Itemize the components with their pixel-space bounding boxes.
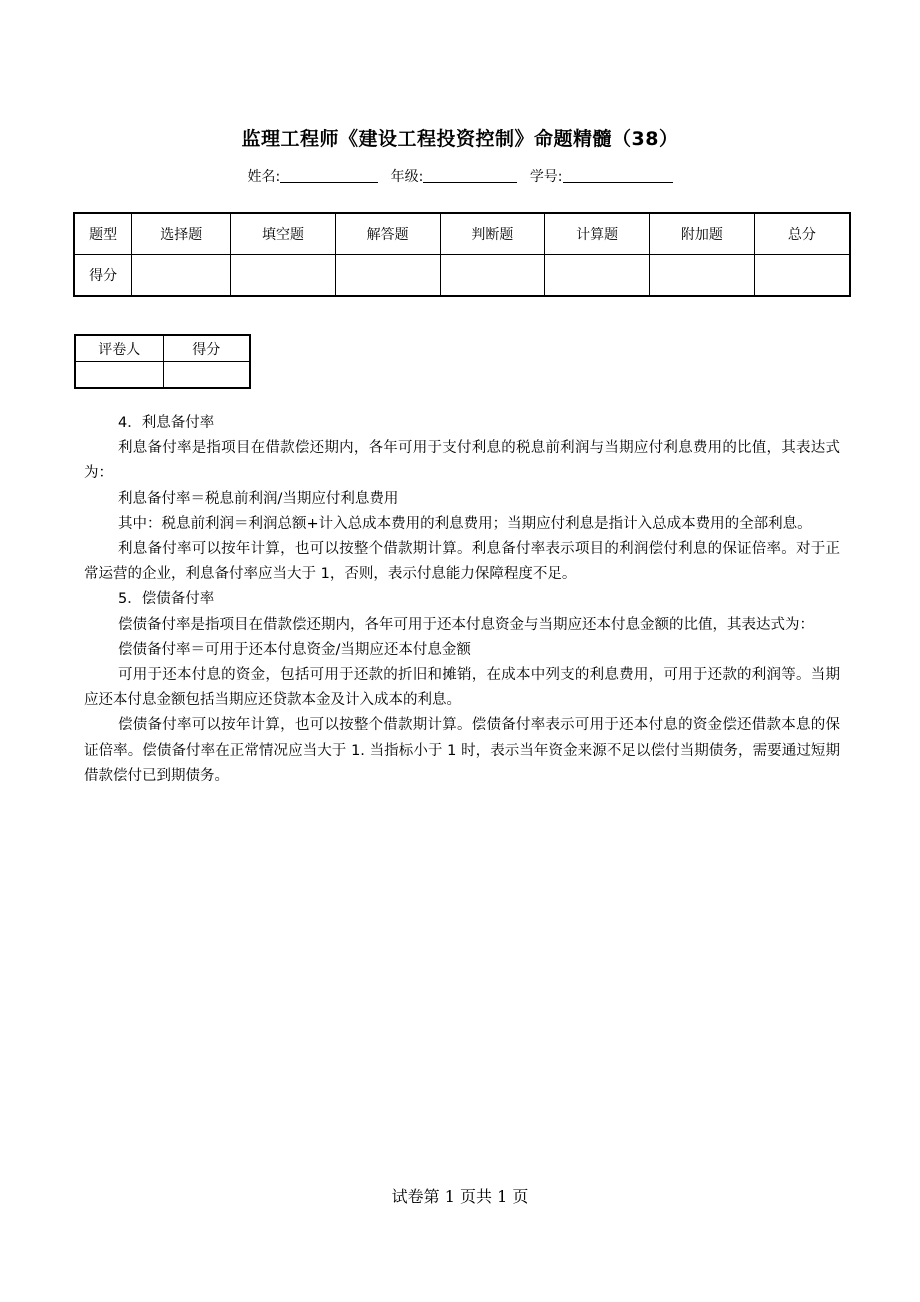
paragraph: 偿债备付率可以按年计算，也可以按整个借款期计算。偿债备付率表示可用于还本付息的资金偿还借款本息的保证倍率。偿债备付率在正常情况应当大于 1. 当指标小于 1 时，表示当年资金来源不足以偿付当期债务，需要通过短期借款偿付已到期债务。 (84, 717, 840, 784)
header-cell-choice: 选择题 (132, 213, 231, 255)
formula: 偿债备付率＝可用于还本付息资金/当期应还本付息金额 (118, 641, 471, 658)
page-footer: 试卷第 1 页共 1 页 (391, 1187, 529, 1206)
student-info (0, 166, 920, 186)
paragraph: 利息备付率是指项目在借款偿还期内，各年可用于支付利息的税息前利润与当期应付利息费用的比值，其表达式为： (84, 440, 840, 482)
score-cell[interactable] (335, 255, 440, 297)
grader-cell[interactable] (75, 362, 163, 389)
header-cell-extra: 附加题 (649, 213, 754, 255)
score-cell[interactable] (754, 255, 850, 297)
score-cell[interactable] (440, 255, 545, 297)
header-cell-calc: 计算题 (545, 213, 650, 255)
name-label: 姓名: (247, 169, 281, 185)
header-cell-answer: 解答题 (335, 213, 440, 255)
score-cell[interactable] (132, 255, 231, 297)
grader-table (74, 334, 251, 389)
score-table-header-row (74, 213, 850, 255)
grade-field[interactable] (423, 168, 517, 183)
section-heading: 5．偿债备付率 (118, 591, 215, 608)
score-cell[interactable] (231, 255, 336, 297)
grader-score-header: 得分 (163, 335, 250, 362)
section-heading: 4．利息备付率 (118, 415, 215, 431)
page-title: 监理工程师《建设工程投资控制》命题精髓（38） (241, 128, 679, 150)
formula: 利息备付率＝税息前利润/当期应付利息费用 (118, 490, 399, 507)
score-cell[interactable] (649, 255, 754, 297)
grade-label: 年级: (390, 169, 424, 185)
header-cell-type: 题型 (74, 213, 132, 255)
paragraph: 利息备付率可以按年计算，也可以按整个借款期计算。利息备付率表示项目的利润偿付利息的保证倍率。对于正常运营的企业，利息备付率应当大于 1，否则，表示付息能力保障程度不足。 (84, 541, 840, 583)
score-cell[interactable] (545, 255, 650, 297)
name-field[interactable] (280, 168, 378, 183)
header-cell-total: 总分 (754, 213, 850, 255)
id-label: 学号: (529, 169, 563, 185)
paragraph: 偿债备付率是指项目在借款偿还期内，各年可用于还本付息资金与当期应还本付息金额的比值，其表达式为： (118, 616, 814, 633)
grader-score-cell[interactable] (163, 362, 250, 389)
grader-header: 评卷人 (75, 335, 163, 362)
score-row-label: 得分 (74, 255, 132, 297)
header-cell-judge: 判断题 (440, 213, 545, 255)
score-table (73, 212, 851, 297)
paragraph: 其中：税息前利润＝利润总额+计入总成本费用的利息费用；当期应付利息是指计入总成本费用的全部利息。 (118, 515, 812, 532)
paragraph: 可用于还本付息的资金，包括可用于还款的折旧和摊销，在成本中列支的利息费用，可用于还款的利润等。当期应还本付息金额包括当期应还贷款本金及计入成本的利息。 (84, 667, 840, 709)
header-cell-fill: 填空题 (231, 213, 336, 255)
id-field[interactable] (563, 168, 673, 183)
question-content (84, 411, 840, 789)
score-table-score-row (74, 255, 850, 297)
